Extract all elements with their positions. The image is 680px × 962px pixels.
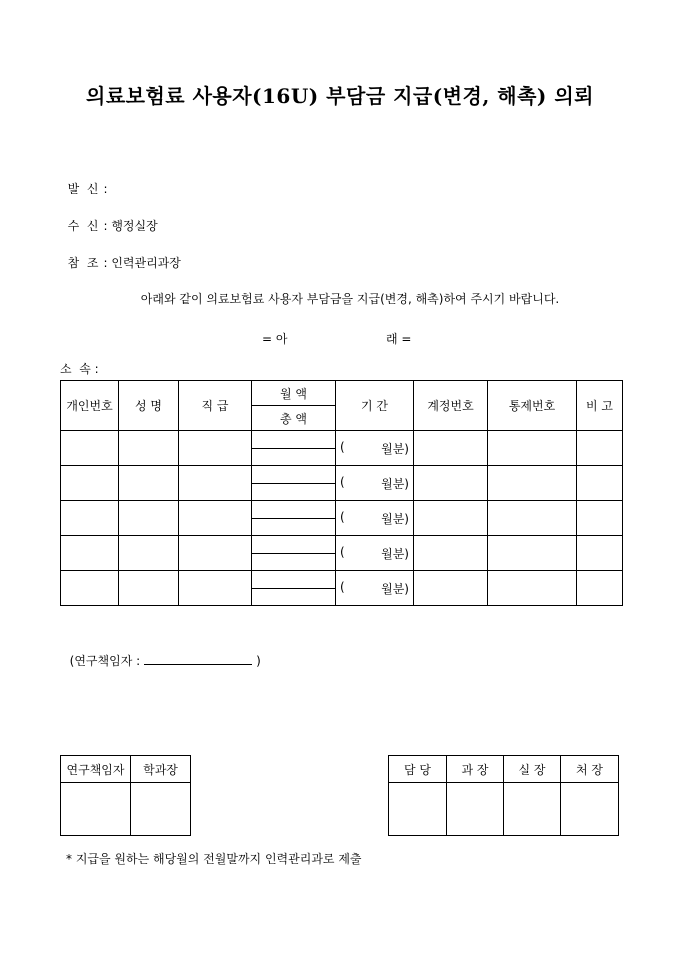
table-row <box>61 571 623 606</box>
amount-divider <box>252 448 335 449</box>
cell-control-no[interactable] <box>488 466 577 501</box>
header-total: 총 액 <box>252 406 336 431</box>
amount-divider <box>252 588 335 589</box>
arae-right: 래 = <box>386 332 412 346</box>
cell-name[interactable] <box>119 571 179 606</box>
cell-rank[interactable] <box>179 571 252 606</box>
approval-right-director-sign[interactable] <box>561 783 619 836</box>
cell-control-no[interactable] <box>488 536 577 571</box>
header-account-no: 계정번호 <box>414 381 488 431</box>
table-row <box>61 431 623 466</box>
approval-left-dept-head: 학과장 <box>131 756 191 783</box>
cell-personal-no[interactable] <box>61 536 119 571</box>
cell-name[interactable] <box>119 431 179 466</box>
reference-field: 참 조 : 인력관리과장 <box>67 256 181 270</box>
cell-amount[interactable] <box>252 536 336 571</box>
cell-remarks[interactable] <box>577 571 623 606</box>
cell-account-no[interactable] <box>414 501 488 536</box>
cell-control-no[interactable] <box>488 431 577 466</box>
amount-divider <box>252 483 335 484</box>
period-value <box>336 545 413 562</box>
cell-amount[interactable] <box>252 466 336 501</box>
signature-suffix: ) <box>256 654 261 668</box>
approval-right-staff-sign[interactable] <box>389 783 447 836</box>
header-name: 성 명 <box>119 381 179 431</box>
period-unit: 월분) <box>381 581 409 596</box>
period-open: ( <box>340 474 345 489</box>
cell-remarks[interactable] <box>577 536 623 571</box>
period-open: ( <box>340 509 345 524</box>
table-row <box>61 466 623 501</box>
period-unit: 월분) <box>381 511 409 526</box>
period-value <box>336 440 413 457</box>
approval-right-director: 처 장 <box>561 756 619 783</box>
signature-blank[interactable] <box>144 654 252 665</box>
header-monthly: 월 액 <box>252 381 336 406</box>
sender-field: 발 신 : <box>67 182 112 196</box>
approval-right-office-chief-sign[interactable] <box>504 783 561 836</box>
cell-rank[interactable] <box>179 536 252 571</box>
cell-amount[interactable] <box>252 501 336 536</box>
cell-period[interactable] <box>336 501 414 536</box>
cell-personal-no[interactable] <box>61 431 119 466</box>
period-value <box>336 475 413 492</box>
cell-name[interactable] <box>119 501 179 536</box>
approval-right <box>388 755 619 836</box>
reference-label: 참 조 <box>67 256 99 270</box>
approval-left-researcher-sign[interactable] <box>61 783 131 836</box>
table-row <box>61 536 623 571</box>
amount-divider <box>252 518 335 519</box>
cell-remarks[interactable] <box>577 466 623 501</box>
header-control-no: 통제번호 <box>488 381 577 431</box>
period-unit: 월분) <box>381 546 409 561</box>
cell-personal-no[interactable] <box>61 571 119 606</box>
approval-left-researcher: 연구책임자 <box>61 756 131 783</box>
cell-account-no[interactable] <box>414 431 488 466</box>
approval-left <box>60 755 191 836</box>
reference-value: 인력관리과장 <box>111 256 181 270</box>
approval-right-office-chief: 실 장 <box>504 756 561 783</box>
cell-control-no[interactable] <box>488 571 577 606</box>
approval-left-dept-head-sign[interactable] <box>131 783 191 836</box>
header-remarks: 비 고 <box>577 381 623 431</box>
approval-right-staff: 담 당 <box>389 756 447 783</box>
cell-rank[interactable] <box>179 501 252 536</box>
period-value <box>336 510 413 527</box>
period-open: ( <box>340 544 345 559</box>
cell-personal-no[interactable] <box>61 501 119 536</box>
submission-note: * 지급을 원하는 해당월의 전월말까지 인력관리과로 제출 <box>66 852 362 866</box>
receiver-label: 수 신 <box>67 219 99 233</box>
cell-personal-no[interactable] <box>61 466 119 501</box>
affiliation-label[interactable]: 소 속 : <box>60 362 99 376</box>
cell-rank[interactable] <box>179 431 252 466</box>
receiver-field: 수 신 : 행정실장 <box>67 219 158 233</box>
cell-remarks[interactable] <box>577 501 623 536</box>
sender-label: 발 신 <box>67 182 99 196</box>
period-open: ( <box>340 579 345 594</box>
cell-rank[interactable] <box>179 466 252 501</box>
period-open: ( <box>340 439 345 454</box>
approval-right-section-chief-sign[interactable] <box>447 783 504 836</box>
amount-divider <box>252 553 335 554</box>
payment-table <box>60 380 623 606</box>
cell-period[interactable] <box>336 536 414 571</box>
period-unit: 월분) <box>381 476 409 491</box>
cell-remarks[interactable] <box>577 431 623 466</box>
intro-text: 아래와 같이 의료보험료 사용자 부담금을 지급(변경, 해촉)하여 주시기 바랍니다. <box>140 292 560 306</box>
cell-control-no[interactable] <box>488 501 577 536</box>
cell-period[interactable] <box>336 431 414 466</box>
cell-account-no[interactable] <box>414 536 488 571</box>
cell-period[interactable] <box>336 466 414 501</box>
cell-name[interactable] <box>119 466 179 501</box>
cell-amount[interactable] <box>252 431 336 466</box>
signature-prefix: (연구책임자 : <box>69 654 141 668</box>
cell-period[interactable] <box>336 571 414 606</box>
cell-amount[interactable] <box>252 571 336 606</box>
header-rank: 직 급 <box>179 381 252 431</box>
cell-name[interactable] <box>119 536 179 571</box>
period-unit: 월분) <box>381 441 409 456</box>
receiver-value: 행정실장 <box>111 219 158 233</box>
header-period: 기 간 <box>336 381 414 431</box>
header-personal-no: 개인번호 <box>61 381 119 431</box>
cell-account-no[interactable] <box>414 571 488 606</box>
approval-right-section-chief: 과 장 <box>447 756 504 783</box>
arae-left: = 아 <box>262 332 288 346</box>
period-value <box>336 580 413 597</box>
cell-account-no[interactable] <box>414 466 488 501</box>
table-row <box>61 501 623 536</box>
signature-line <box>62 638 261 669</box>
page-title: 의료보험료 사용자(16U) 부담금 지급(변경, 해촉) 의뢰 <box>86 84 594 108</box>
